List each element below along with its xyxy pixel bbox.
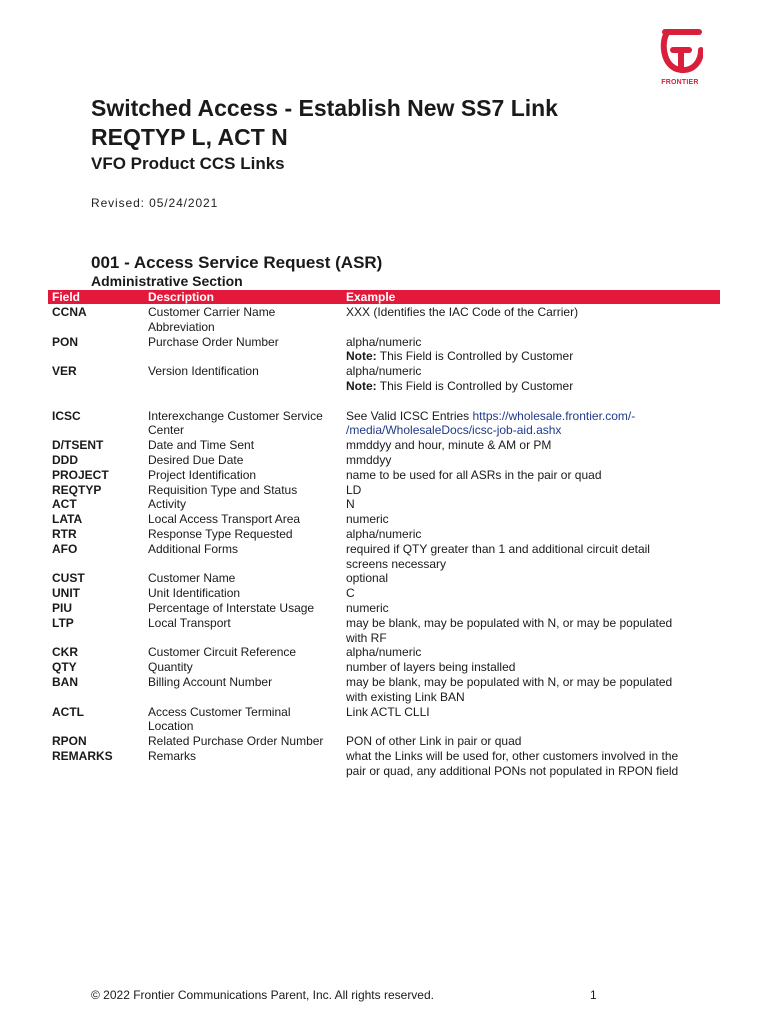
field-example xyxy=(346,734,706,749)
example-text: screens necessary xyxy=(346,556,447,571)
field-description xyxy=(148,468,338,483)
description-line: Center xyxy=(148,423,185,438)
field-code: ACT xyxy=(52,497,77,512)
example-line xyxy=(346,512,706,527)
example-text: N xyxy=(346,497,355,512)
example-text: with existing Link BAN xyxy=(346,689,465,704)
field-code: LATA xyxy=(52,512,83,527)
field-example xyxy=(346,527,706,542)
example-line xyxy=(346,335,706,350)
note-text: This Field is Controlled by Customer xyxy=(379,378,574,393)
field-code: ACTL xyxy=(52,704,84,719)
field-description xyxy=(148,527,338,542)
description-line: Local Access Transport Area xyxy=(148,512,301,527)
table-row xyxy=(0,497,770,512)
example-text: alpha/numeric xyxy=(346,364,422,379)
example-text: numeric xyxy=(346,512,389,527)
example-note xyxy=(346,379,706,394)
field-description xyxy=(148,335,338,350)
field-example xyxy=(346,749,706,779)
table-row xyxy=(0,660,770,675)
field-code: PON xyxy=(52,334,79,349)
field-description xyxy=(148,438,338,453)
example-text: alpha/numeric xyxy=(346,645,422,660)
example-line xyxy=(346,468,706,483)
column-header-description: Description xyxy=(148,290,215,304)
field-description xyxy=(148,497,338,512)
description-line: Percentage of Interstate Usage xyxy=(148,600,315,615)
example-line xyxy=(346,749,706,764)
field-code: RTR xyxy=(52,526,77,541)
field-example xyxy=(346,645,706,660)
field-example xyxy=(346,586,706,601)
field-example xyxy=(346,571,706,586)
field-example xyxy=(346,705,706,720)
example-text: required if QTY greater than 1 and additional circuit detail xyxy=(346,541,650,556)
field-code: UNIT xyxy=(52,586,80,601)
table-row xyxy=(0,364,770,408)
note-text: This Field is Controlled by Customer xyxy=(379,349,574,364)
field-example xyxy=(346,660,706,675)
icsc-link[interactable]: https://wholesale.frontier.com/- xyxy=(472,408,636,423)
field-description xyxy=(148,571,338,586)
example-text: LD xyxy=(346,482,362,497)
example-line xyxy=(346,705,706,720)
field-code: AFO xyxy=(52,541,78,556)
field-code: DDD xyxy=(52,452,78,467)
field-example xyxy=(346,512,706,527)
field-example xyxy=(346,542,706,572)
example-text: alpha/numeric xyxy=(346,334,422,349)
example-line xyxy=(346,734,706,749)
example-text: See Valid ICSC Entries xyxy=(346,408,473,423)
description-line: Customer Name xyxy=(148,571,236,586)
field-code: VER xyxy=(52,364,77,379)
example-line xyxy=(346,764,706,779)
table-row xyxy=(0,675,770,705)
example-text: numeric xyxy=(346,600,389,615)
table-row xyxy=(0,571,770,586)
field-code: REMARKS xyxy=(52,748,113,763)
example-text: Link ACTL CLLI xyxy=(346,704,430,719)
description-line: Unit Identification xyxy=(148,586,241,601)
field-example xyxy=(346,675,706,705)
field-table xyxy=(0,305,770,779)
field-description xyxy=(148,586,338,601)
example-text: may be blank, may be populated with N, or may be populated xyxy=(346,615,673,630)
example-line xyxy=(346,497,706,512)
description-line: Billing Account Number xyxy=(148,674,273,689)
field-code: BAN xyxy=(52,674,78,689)
field-code: D/TSENT xyxy=(52,438,104,453)
example-line xyxy=(346,571,706,586)
field-code: PROJECT xyxy=(52,467,109,482)
table-row xyxy=(0,409,770,439)
table-row xyxy=(0,512,770,527)
example-line xyxy=(346,690,706,705)
field-description xyxy=(148,305,338,335)
field-example xyxy=(346,335,706,365)
table-row xyxy=(0,453,770,468)
example-line xyxy=(346,645,706,660)
description-line: Desired Due Date xyxy=(148,452,244,467)
field-example xyxy=(346,305,706,320)
note-label: Note: xyxy=(346,378,377,393)
description-line: Response Type Requested xyxy=(148,526,293,541)
description-line: Remarks xyxy=(148,748,197,763)
table-row xyxy=(0,616,770,646)
description-line: Requisition Type and Status xyxy=(148,482,298,497)
example-line xyxy=(346,527,706,542)
example-text: number of layers being installed xyxy=(346,660,516,675)
example-line xyxy=(346,409,706,424)
description-line: Customer Carrier Name xyxy=(148,305,276,319)
table-row xyxy=(0,586,770,601)
title-line-2: REQTYP L, ACT N xyxy=(91,124,288,150)
field-example xyxy=(346,497,706,512)
frontier-f-logo-icon xyxy=(659,28,703,74)
field-description xyxy=(148,409,338,439)
section-title: 001 - Access Service Request (ASR) xyxy=(91,253,383,272)
table-row xyxy=(0,483,770,498)
field-description xyxy=(148,483,338,498)
example-line xyxy=(346,675,706,690)
example-text: what the Links will be used for, other customers involved in the xyxy=(346,748,679,763)
field-code: ICSC xyxy=(52,408,81,423)
table-row xyxy=(0,527,770,542)
section-subtitle: Administrative Section xyxy=(91,273,243,289)
field-example xyxy=(346,453,706,468)
field-code: REQTYP xyxy=(52,482,102,497)
description-line: Additional Forms xyxy=(148,541,239,556)
icsc-link[interactable]: /media/WholesaleDocs/icsc-job-aid.ashx xyxy=(346,423,562,438)
description-line: Location xyxy=(148,719,194,734)
field-code: LTP xyxy=(52,615,74,630)
example-line xyxy=(346,364,706,379)
example-text: mmddyy xyxy=(346,452,392,467)
field-description xyxy=(148,616,338,631)
example-line xyxy=(346,423,706,438)
example-line xyxy=(346,542,706,557)
table-row xyxy=(0,749,770,779)
example-text: with RF xyxy=(346,630,387,645)
column-header-field: Field xyxy=(52,290,81,304)
description-line: Interexchange Customer Service xyxy=(148,408,323,423)
table-row xyxy=(0,734,770,749)
field-description xyxy=(148,364,338,379)
field-example xyxy=(346,364,706,394)
example-text: pair or quad, any additional PONs not populated in RPON field xyxy=(346,763,679,778)
example-note xyxy=(346,349,706,364)
field-example xyxy=(346,409,706,439)
field-example xyxy=(346,601,706,616)
note-label: Note: xyxy=(346,349,377,364)
example-line xyxy=(346,616,706,631)
example-line xyxy=(346,601,706,616)
field-description xyxy=(148,542,338,557)
example-text: may be blank, may be populated with N, or may be populated xyxy=(346,674,673,689)
field-description xyxy=(148,453,338,468)
table-row xyxy=(0,438,770,453)
field-example xyxy=(346,616,706,646)
table-row xyxy=(0,468,770,483)
example-text: alpha/numeric xyxy=(346,526,422,541)
column-header-example: Example xyxy=(346,290,396,304)
field-code: RPON xyxy=(52,734,87,749)
description-line: Project Identification xyxy=(148,467,257,482)
frontier-logo xyxy=(655,28,705,90)
field-description xyxy=(148,645,338,660)
brand-name: FRONTIER xyxy=(661,79,699,86)
field-description xyxy=(148,675,338,690)
field-description xyxy=(148,601,338,616)
example-line xyxy=(346,483,706,498)
field-code: CCNA xyxy=(52,305,87,319)
description-line: Abbreviation xyxy=(148,319,215,334)
example-text: PON of other Link in pair or quad xyxy=(346,734,522,749)
description-line: Local Transport xyxy=(148,615,231,630)
description-line: Customer Circuit Reference xyxy=(148,645,297,660)
table-row xyxy=(0,335,770,365)
example-text: C xyxy=(346,586,355,601)
field-code: PIU xyxy=(52,600,73,615)
field-description xyxy=(148,660,338,675)
table-row xyxy=(0,705,770,735)
title-line-1: Switched Access - Establish New SS7 Link xyxy=(91,95,558,121)
description-line: Related Purchase Order Number xyxy=(148,734,324,749)
field-description xyxy=(148,705,338,735)
document-title xyxy=(91,94,558,152)
page-number: 1 xyxy=(590,988,597,1002)
document-subtitle: VFO Product CCS Links xyxy=(91,154,285,173)
field-example xyxy=(346,468,706,483)
example-text: name to be used for all ASRs in the pair or quad xyxy=(346,467,602,482)
table-row xyxy=(0,645,770,660)
example-text: optional xyxy=(346,571,389,586)
table-row xyxy=(0,305,770,335)
example-line xyxy=(346,631,706,646)
example-line xyxy=(346,557,706,572)
example-line xyxy=(346,586,706,601)
example-line xyxy=(346,453,706,468)
example-line xyxy=(346,660,706,675)
field-code: CUST xyxy=(52,571,85,586)
example-line xyxy=(346,438,706,453)
table-row xyxy=(0,601,770,616)
field-description xyxy=(148,734,338,749)
field-code: QTY xyxy=(52,660,77,675)
field-example xyxy=(346,483,706,498)
description-line: Date and Time Sent xyxy=(148,438,255,453)
description-line: Access Customer Terminal xyxy=(148,704,291,719)
field-description xyxy=(148,512,338,527)
table-row xyxy=(0,542,770,572)
description-line: Quantity xyxy=(148,660,193,675)
description-line: Activity xyxy=(148,497,187,512)
field-code: CKR xyxy=(52,645,78,660)
example-text: XXX (Identifies the IAC Code of the Carrier) xyxy=(346,305,579,319)
example-text: mmddyy and hour, minute & AM or PM xyxy=(346,438,552,453)
copyright-notice: © 2022 Frontier Communications Parent, Inc. All rights reserved. xyxy=(91,988,434,1002)
description-line: Purchase Order Number xyxy=(148,334,279,349)
field-example xyxy=(346,438,706,453)
description-line: Version Identification xyxy=(148,364,259,379)
field-description xyxy=(148,749,338,764)
example-line xyxy=(346,305,706,320)
revised-date: Revised: 05/24/2021 xyxy=(91,196,219,210)
